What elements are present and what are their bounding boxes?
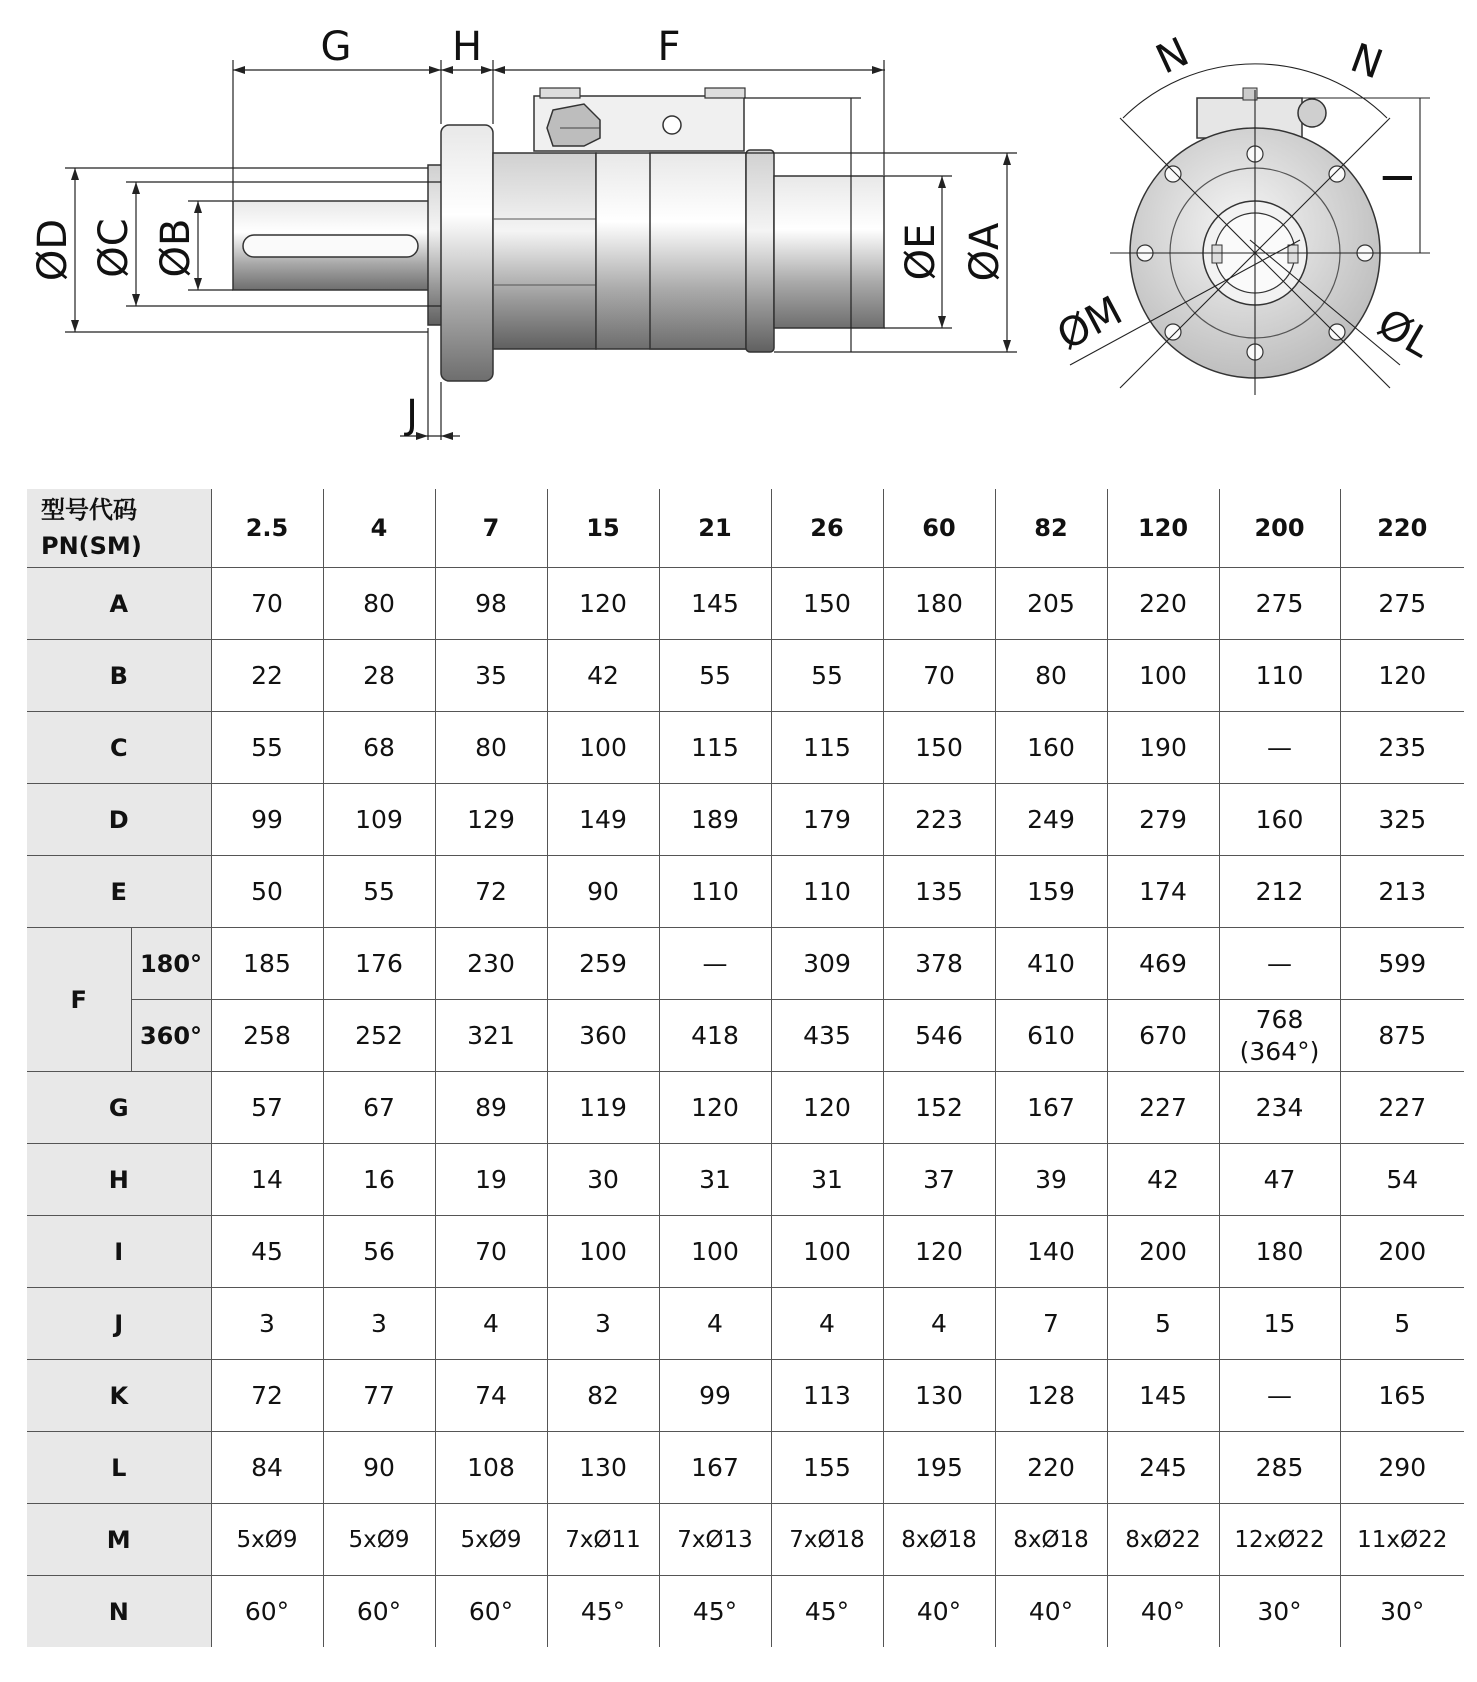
table-cell: 179 bbox=[771, 784, 883, 856]
table-row-e bbox=[27, 856, 1464, 928]
table-cell: 378 bbox=[883, 928, 995, 1000]
row-label: H bbox=[27, 1144, 211, 1216]
table-cell: 72 bbox=[435, 856, 547, 928]
rear-cylinder bbox=[774, 176, 884, 328]
table-cell: 7 bbox=[995, 1288, 1107, 1360]
label-j: J bbox=[406, 392, 418, 438]
table-cell: 4 bbox=[771, 1288, 883, 1360]
shaft-keyway bbox=[243, 235, 418, 257]
table-cell: 45° bbox=[547, 1576, 659, 1648]
table-cell: 8xØ18 bbox=[883, 1504, 995, 1576]
table-cell: 115 bbox=[771, 712, 883, 784]
table-cell: 252 bbox=[323, 1000, 435, 1072]
table-cell: 55 bbox=[659, 640, 771, 712]
table-cell: 235 bbox=[1340, 712, 1464, 784]
table-cell: 98 bbox=[435, 568, 547, 640]
table-cell: 120 bbox=[771, 1072, 883, 1144]
table-cell: 189 bbox=[659, 784, 771, 856]
row-label: I bbox=[27, 1216, 211, 1288]
table-cell: 279 bbox=[1107, 784, 1219, 856]
table-cell: 15 bbox=[1219, 1288, 1340, 1360]
table-cell: 258 bbox=[211, 1000, 323, 1072]
table-cell: 8xØ22 bbox=[1107, 1504, 1219, 1576]
table-cell: 275 bbox=[1340, 568, 1464, 640]
table-cell: 167 bbox=[659, 1432, 771, 1504]
label-a: ØA bbox=[962, 222, 1008, 282]
table-cell: 120 bbox=[659, 1072, 771, 1144]
table-cell: 84 bbox=[211, 1432, 323, 1504]
model-header: 21 bbox=[659, 489, 771, 568]
table-cell: 140 bbox=[995, 1216, 1107, 1288]
table-cell: 230 bbox=[435, 928, 547, 1000]
side-view bbox=[233, 88, 884, 381]
table-cell: 321 bbox=[435, 1000, 547, 1072]
row-label: N bbox=[27, 1576, 211, 1648]
table-cell: 150 bbox=[771, 568, 883, 640]
table-row-b bbox=[27, 640, 1464, 712]
table-cell: 60° bbox=[211, 1576, 323, 1648]
table-cell: 150 bbox=[883, 712, 995, 784]
table-cell: 8xØ18 bbox=[995, 1504, 1107, 1576]
spec-table-wrapper bbox=[27, 489, 1452, 1647]
corner-title-cn: 型号代码 bbox=[41, 496, 137, 524]
table-cell: 176 bbox=[323, 928, 435, 1000]
label-c: ØC bbox=[91, 218, 137, 278]
table-row-l bbox=[27, 1432, 1464, 1504]
table-cell: 4 bbox=[435, 1288, 547, 1360]
table-cell: 3 bbox=[323, 1288, 435, 1360]
table-cell: 89 bbox=[435, 1072, 547, 1144]
table-cell: 100 bbox=[547, 1216, 659, 1288]
row-label: K bbox=[27, 1360, 211, 1432]
table-cell: 42 bbox=[547, 640, 659, 712]
label-m: ØM bbox=[1049, 287, 1130, 360]
table-row-i bbox=[27, 1216, 1464, 1288]
model-header: 4 bbox=[323, 489, 435, 568]
model-header: 2.5 bbox=[211, 489, 323, 568]
table-cell: 55 bbox=[323, 856, 435, 928]
table-cell: 108 bbox=[435, 1432, 547, 1504]
table-cell: 5 bbox=[1340, 1288, 1464, 1360]
row-sublabel: 360° bbox=[131, 1000, 211, 1072]
corner-cell bbox=[27, 489, 211, 568]
table-cell: 325 bbox=[1340, 784, 1464, 856]
row-label: L bbox=[27, 1432, 211, 1504]
table-row-d bbox=[27, 784, 1464, 856]
table-cell: 135 bbox=[883, 856, 995, 928]
table-cell: 410 bbox=[995, 928, 1107, 1000]
end-view bbox=[1070, 64, 1430, 395]
row-label: B bbox=[27, 640, 211, 712]
label-d: ØD bbox=[30, 218, 76, 282]
table-cell: 309 bbox=[771, 928, 883, 1000]
table-cell: 35 bbox=[435, 640, 547, 712]
row-label: F bbox=[27, 928, 131, 1072]
table-cell: 145 bbox=[1107, 1360, 1219, 1432]
table-cell: 60° bbox=[323, 1576, 435, 1648]
table-cell: 100 bbox=[659, 1216, 771, 1288]
cell-note: (364°) bbox=[1239, 1036, 1320, 1066]
table-cell: 80 bbox=[995, 640, 1107, 712]
row-label: J bbox=[27, 1288, 211, 1360]
table-cell: 40° bbox=[1107, 1576, 1219, 1648]
spec-table bbox=[27, 489, 1464, 1647]
table-cell: 220 bbox=[1107, 568, 1219, 640]
row-sublabel: 180° bbox=[131, 928, 211, 1000]
table-cell: — bbox=[1219, 1360, 1340, 1432]
table-cell: 5xØ9 bbox=[435, 1504, 547, 1576]
label-e: ØE bbox=[898, 223, 944, 281]
row-label: A bbox=[27, 568, 211, 640]
table-cell: 3 bbox=[547, 1288, 659, 1360]
table-cell: 418 bbox=[659, 1000, 771, 1072]
table-cell: 74 bbox=[435, 1360, 547, 1432]
table-cell: 45° bbox=[771, 1576, 883, 1648]
corner-title-pn: PN(SM) bbox=[41, 532, 142, 560]
table-cell: 149 bbox=[547, 784, 659, 856]
table-cell: 50 bbox=[211, 856, 323, 928]
table-cell: 77 bbox=[323, 1360, 435, 1432]
table-cell: 100 bbox=[547, 712, 659, 784]
table-cell: 4 bbox=[883, 1288, 995, 1360]
table-cell: 70 bbox=[883, 640, 995, 712]
table-cell: 167 bbox=[995, 1072, 1107, 1144]
row-label: M bbox=[27, 1504, 211, 1576]
table-row-n bbox=[27, 1576, 1464, 1648]
table-cell: 100 bbox=[1107, 640, 1219, 712]
model-header: 82 bbox=[995, 489, 1107, 568]
table-cell: 205 bbox=[995, 568, 1107, 640]
table-cell: 165 bbox=[1340, 1360, 1464, 1432]
table-cell: 56 bbox=[323, 1216, 435, 1288]
table-cell: 5xØ9 bbox=[323, 1504, 435, 1576]
table-row-g bbox=[27, 1072, 1464, 1144]
table-row-m bbox=[27, 1504, 1464, 1576]
table-cell: 72 bbox=[211, 1360, 323, 1432]
table-row-f-180 bbox=[27, 928, 1464, 1000]
table-cell: 546 bbox=[883, 1000, 995, 1072]
table-cell: 234 bbox=[1219, 1072, 1340, 1144]
table-cell: 68 bbox=[323, 712, 435, 784]
table-cell: 245 bbox=[1107, 1432, 1219, 1504]
cell-value: 768 bbox=[1255, 1004, 1304, 1034]
table-row-f-360 bbox=[27, 1000, 1464, 1072]
table-cell: 30° bbox=[1219, 1576, 1340, 1648]
table-cell: 37 bbox=[883, 1144, 995, 1216]
label-l: ØL bbox=[1369, 300, 1440, 368]
table-cell: 80 bbox=[323, 568, 435, 640]
table-cell: 110 bbox=[1219, 640, 1340, 712]
table-cell: 159 bbox=[995, 856, 1107, 928]
table-cell: 47 bbox=[1219, 1144, 1340, 1216]
model-header: 15 bbox=[547, 489, 659, 568]
label-n-left: N bbox=[1149, 29, 1196, 84]
table-cell: 875 bbox=[1340, 1000, 1464, 1072]
table-cell: 275 bbox=[1219, 568, 1340, 640]
table-cell: 160 bbox=[1219, 784, 1340, 856]
table-header-row bbox=[27, 489, 1464, 568]
model-header: 26 bbox=[771, 489, 883, 568]
table-row-j bbox=[27, 1288, 1464, 1360]
table-cell: 42 bbox=[1107, 1144, 1219, 1216]
table-cell: — bbox=[659, 928, 771, 1000]
table-cell: 145 bbox=[659, 568, 771, 640]
table-cell: 11xØ22 bbox=[1340, 1504, 1464, 1576]
table-cell: 5 bbox=[1107, 1288, 1219, 1360]
table-cell: 70 bbox=[211, 568, 323, 640]
table-cell: 200 bbox=[1340, 1216, 1464, 1288]
table-cell: 7xØ13 bbox=[659, 1504, 771, 1576]
table-cell: 120 bbox=[883, 1216, 995, 1288]
label-f: F bbox=[657, 24, 681, 70]
row-label: C bbox=[27, 712, 211, 784]
table-cell: 212 bbox=[1219, 856, 1340, 928]
table-cell: 120 bbox=[547, 568, 659, 640]
table-cell: 14 bbox=[211, 1144, 323, 1216]
model-header: 60 bbox=[883, 489, 995, 568]
table-cell: 220 bbox=[995, 1432, 1107, 1504]
label-g: G bbox=[320, 24, 352, 70]
table-cell: 128 bbox=[995, 1360, 1107, 1432]
table-cell: 285 bbox=[1219, 1432, 1340, 1504]
table-cell: 3 bbox=[211, 1288, 323, 1360]
technical-drawing bbox=[0, 0, 1477, 470]
table-cell: 100 bbox=[771, 1216, 883, 1288]
table-cell: 435 bbox=[771, 1000, 883, 1072]
table-cell: 80 bbox=[435, 712, 547, 784]
row-label: D bbox=[27, 784, 211, 856]
table-cell: 45 bbox=[211, 1216, 323, 1288]
table-cell: 174 bbox=[1107, 856, 1219, 928]
label-b: ØB bbox=[153, 218, 199, 278]
table-cell: 7xØ11 bbox=[547, 1504, 659, 1576]
table-cell: 130 bbox=[547, 1432, 659, 1504]
table-cell: 70 bbox=[435, 1216, 547, 1288]
table-cell: 249 bbox=[995, 784, 1107, 856]
hex-body bbox=[493, 153, 596, 349]
table-row-c bbox=[27, 712, 1464, 784]
model-header: 220 bbox=[1340, 489, 1464, 568]
table-cell: 227 bbox=[1340, 1072, 1464, 1144]
table-cell: 113 bbox=[771, 1360, 883, 1432]
table-cell: 469 bbox=[1107, 928, 1219, 1000]
table-cell: 40° bbox=[995, 1576, 1107, 1648]
table-cell: 109 bbox=[323, 784, 435, 856]
table-cell: 30 bbox=[547, 1144, 659, 1216]
table-cell: 195 bbox=[883, 1432, 995, 1504]
row-label: G bbox=[27, 1072, 211, 1144]
table-cell: 155 bbox=[771, 1432, 883, 1504]
table-cell: — bbox=[1219, 712, 1340, 784]
table-cell: 45° bbox=[659, 1576, 771, 1648]
table-cell: 259 bbox=[547, 928, 659, 1000]
table-cell: 130 bbox=[883, 1360, 995, 1432]
table-cell: 19 bbox=[435, 1144, 547, 1216]
table-cell: 290 bbox=[1340, 1432, 1464, 1504]
table-cell: 99 bbox=[659, 1360, 771, 1432]
table-cell: 185 bbox=[211, 928, 323, 1000]
table-cell: 30° bbox=[1340, 1576, 1464, 1648]
row-label: E bbox=[27, 856, 211, 928]
table-cell: 28 bbox=[323, 640, 435, 712]
table-cell: 110 bbox=[659, 856, 771, 928]
table-cell: 180 bbox=[883, 568, 995, 640]
label-i: I bbox=[1376, 172, 1422, 184]
label-h: H bbox=[451, 24, 483, 70]
table-cell: 599 bbox=[1340, 928, 1464, 1000]
table-cell: 39 bbox=[995, 1144, 1107, 1216]
table-cell: 120 bbox=[1340, 640, 1464, 712]
table-cell: 54 bbox=[1340, 1144, 1464, 1216]
table-cell: 99 bbox=[211, 784, 323, 856]
table-cell: 90 bbox=[547, 856, 659, 928]
table-cell: 119 bbox=[547, 1072, 659, 1144]
table-cell: 670 bbox=[1107, 1000, 1219, 1072]
table-cell: 5xØ9 bbox=[211, 1504, 323, 1576]
table-cell: 55 bbox=[771, 640, 883, 712]
table-cell: 115 bbox=[659, 712, 771, 784]
table-cell: 12xØ22 bbox=[1219, 1504, 1340, 1576]
table-cell: 31 bbox=[771, 1144, 883, 1216]
table-row-h bbox=[27, 1144, 1464, 1216]
model-header: 7 bbox=[435, 489, 547, 568]
table-cell: 190 bbox=[1107, 712, 1219, 784]
table-cell: 152 bbox=[883, 1072, 995, 1144]
table-row-a bbox=[27, 568, 1464, 640]
table-cell: 40° bbox=[883, 1576, 995, 1648]
model-header: 200 bbox=[1219, 489, 1340, 568]
flange bbox=[441, 125, 493, 381]
table-cell: 223 bbox=[883, 784, 995, 856]
table-cell: 90 bbox=[323, 1432, 435, 1504]
table-cell: 31 bbox=[659, 1144, 771, 1216]
table-cell: 22 bbox=[211, 640, 323, 712]
table-row-k bbox=[27, 1360, 1464, 1432]
table-cell: 200 bbox=[1107, 1216, 1219, 1288]
table-cell: 55 bbox=[211, 712, 323, 784]
table-cell: 110 bbox=[771, 856, 883, 928]
table-cell: 129 bbox=[435, 784, 547, 856]
model-header: 120 bbox=[1107, 489, 1219, 568]
label-n-right: N bbox=[1344, 35, 1389, 89]
table-cell: 16 bbox=[323, 1144, 435, 1216]
table-cell: 213 bbox=[1340, 856, 1464, 928]
table-cell: 82 bbox=[547, 1360, 659, 1432]
table-cell bbox=[1219, 1000, 1340, 1072]
table-cell: 160 bbox=[995, 712, 1107, 784]
table-cell: 60° bbox=[435, 1576, 547, 1648]
table-cell: 67 bbox=[323, 1072, 435, 1144]
table-cell: 360 bbox=[547, 1000, 659, 1072]
table-cell: 7xØ18 bbox=[771, 1504, 883, 1576]
table-cell: 180 bbox=[1219, 1216, 1340, 1288]
table-cell: 610 bbox=[995, 1000, 1107, 1072]
table-cell: 4 bbox=[659, 1288, 771, 1360]
table-cell: 227 bbox=[1107, 1072, 1219, 1144]
table-cell: 57 bbox=[211, 1072, 323, 1144]
table-cell: — bbox=[1219, 928, 1340, 1000]
